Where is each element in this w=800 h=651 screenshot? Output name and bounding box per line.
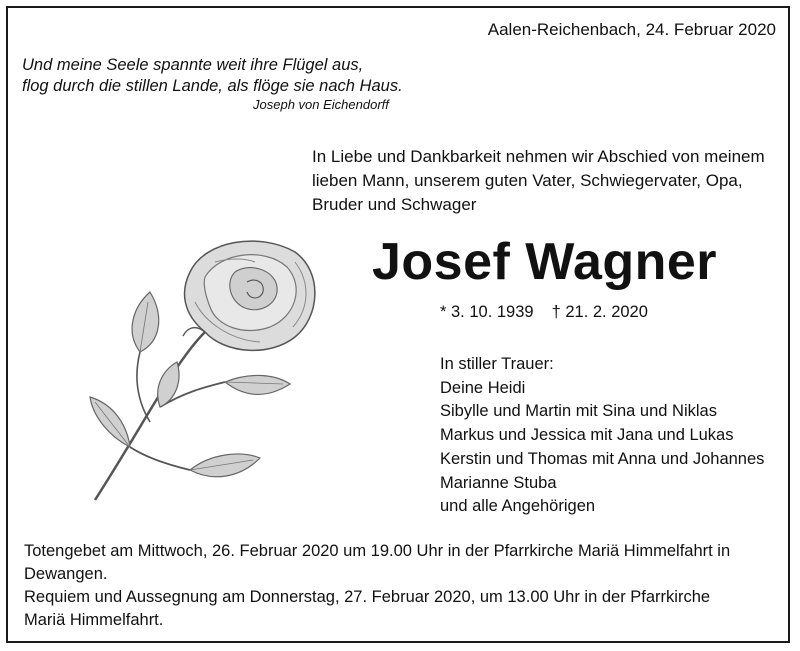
mourner-entry: Markus und Jessica mit Jana und Lukas — [440, 426, 734, 445]
service-details — [24, 540, 784, 632]
farewell-text — [312, 145, 782, 217]
mourners-heading: In stiller Trauer: — [440, 355, 554, 373]
mourners-list — [440, 353, 764, 519]
place-date: Aalen-Reichenbach, 24. Februar 2020 — [487, 20, 776, 39]
farewell-line: lieben Mann, unserem guten Vater, Schwiegervater, Opa, — [312, 171, 743, 190]
farewell-line: In Liebe und Dankbarkeit nehmen wir Abschied von meinem — [312, 147, 765, 166]
mourner-entry: Deine Heidi — [440, 378, 526, 397]
quote-line: Und meine Seele spannte weit ihre Flügel aus, — [22, 56, 364, 74]
service-line: Dewangen. — [24, 565, 108, 583]
death-date: † 21. 2. 2020 — [551, 303, 648, 321]
service-line: Mariä Himmelfahrt. — [24, 611, 164, 629]
mourner-entry: Marianne Stuba — [440, 473, 557, 492]
mourner-entry: Kerstin und Thomas mit Anna und Johannes — [440, 449, 765, 468]
birth-date: * 3. 10. 1939 — [440, 303, 534, 321]
life-dates — [440, 303, 648, 322]
farewell-line: Bruder und Schwager — [312, 195, 477, 214]
service-line: Requiem und Aussegnung am Donnerstag, 27. Februar 2020, um 13.00 Uhr in der Pfarrkirche — [24, 588, 711, 606]
memorial-quote — [22, 55, 403, 97]
mourner-entry: Sibylle und Martin mit Sina und Niklas — [440, 402, 717, 421]
service-line: Totengebet am Mittwoch, 26. Februar 2020 um 19.00 Uhr in der Pfarrkirche Mariä Himmelfahrt in — [24, 542, 731, 560]
quote-author: Joseph von Eichendorff — [253, 97, 389, 112]
mourner-entry: und alle Angehörigen — [440, 497, 596, 516]
quote-line: flog durch die stillen Lande, als flöge sie nach Haus. — [22, 77, 403, 95]
deceased-name: Josef Wagner — [372, 233, 718, 291]
rose-icon — [55, 232, 335, 507]
